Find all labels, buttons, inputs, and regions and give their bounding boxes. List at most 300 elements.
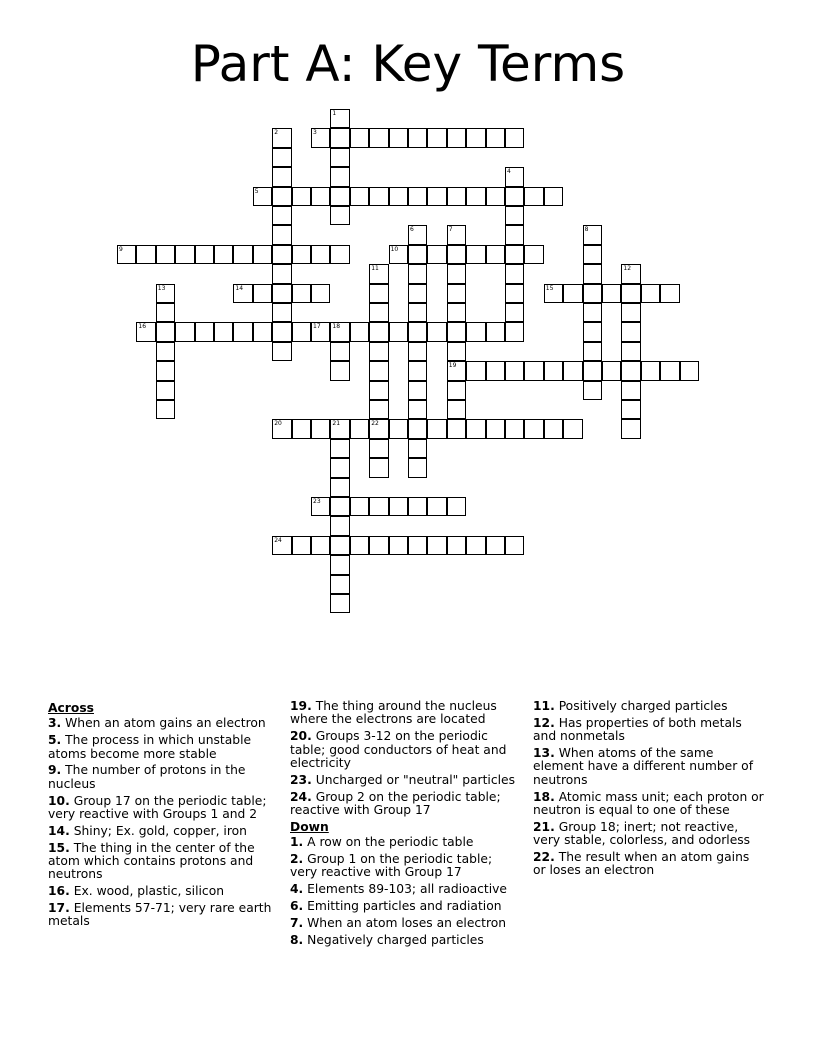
crossword-cell[interactable] — [486, 419, 505, 438]
crossword-cell[interactable] — [389, 497, 408, 516]
crossword-cell[interactable] — [408, 322, 427, 341]
cell-number: 15 — [545, 284, 554, 292]
crossword-cell[interactable] — [505, 187, 524, 206]
crossword-cell[interactable] — [272, 167, 291, 186]
crossword-cell[interactable] — [408, 381, 427, 400]
clue-number: 18. — [533, 789, 555, 804]
crossword-cell[interactable] — [427, 497, 446, 516]
clue-item — [48, 717, 280, 730]
crossword-cell[interactable] — [524, 187, 543, 206]
clue-text: Group 17 on the periodic table; very reactive with Groups 1 and 2 — [48, 793, 267, 822]
crossword-cell[interactable] — [369, 361, 388, 380]
clue-item — [290, 934, 522, 947]
crossword-cell[interactable] — [311, 284, 330, 303]
crossword-cell[interactable] — [447, 342, 466, 361]
crossword-cell[interactable] — [350, 322, 369, 341]
crossword-cell[interactable] — [292, 187, 311, 206]
cell-number: 2 — [274, 129, 279, 137]
crossword-cell[interactable] — [583, 245, 602, 264]
crossword-cell[interactable] — [408, 400, 427, 419]
clue-item — [48, 734, 280, 761]
crossword-cell[interactable] — [330, 128, 349, 147]
crossword-cell[interactable] — [563, 361, 582, 380]
crossword-cell[interactable] — [156, 303, 175, 322]
crossword-cell[interactable] — [369, 264, 388, 283]
cell-number: 6 — [410, 226, 414, 234]
clue-number: 11. — [533, 699, 555, 713]
crossword-cell[interactable] — [408, 497, 427, 516]
crossword-cell[interactable] — [466, 361, 485, 380]
clues-column-1 — [48, 700, 280, 932]
crossword-cell[interactable] — [330, 148, 349, 167]
crossword-cell[interactable] — [311, 497, 330, 516]
crossword-cell[interactable] — [233, 284, 252, 303]
clue-text: When an atom gains an electron — [61, 716, 266, 731]
cell-number: 4 — [507, 168, 511, 176]
crossword-cell[interactable] — [272, 322, 291, 341]
crossword-cell[interactable] — [330, 167, 349, 186]
crossword-cell[interactable] — [486, 361, 505, 380]
crossword-cell[interactable] — [466, 419, 485, 438]
crossword-cell[interactable] — [447, 322, 466, 341]
crossword-cell[interactable] — [544, 361, 563, 380]
crossword-cell[interactable] — [156, 284, 175, 303]
crossword-cell[interactable] — [156, 400, 175, 419]
page-title: Part A: Key Terms — [190, 35, 626, 93]
crossword-cell[interactable] — [408, 264, 427, 283]
crossword-cell[interactable] — [369, 439, 388, 458]
crossword-cell[interactable] — [350, 419, 369, 438]
crossword-cell[interactable] — [447, 381, 466, 400]
crossword-cell[interactable] — [447, 400, 466, 419]
crossword-cell[interactable] — [466, 128, 485, 147]
crossword-cell[interactable] — [447, 303, 466, 322]
crossword-cell[interactable] — [621, 419, 640, 438]
crossword-cell[interactable] — [486, 536, 505, 555]
clue-text: Shiny; Ex. gold, copper, iron — [69, 823, 247, 838]
clue-number: 23. — [290, 772, 312, 787]
crossword-cell[interactable] — [466, 245, 485, 264]
clue-text: The result when an atom gains or loses an electron — [533, 850, 750, 878]
clue-text: Positively charged particles — [554, 699, 728, 713]
crossword-cell[interactable] — [292, 245, 311, 264]
crossword-cell[interactable] — [175, 245, 194, 264]
crossword-cell[interactable] — [330, 458, 349, 477]
cell-number: 19 — [448, 362, 457, 370]
clue-number: 21. — [533, 819, 555, 834]
clue-item — [290, 836, 522, 849]
clue-number: 6. — [290, 899, 304, 914]
crossword-cell[interactable] — [156, 381, 175, 400]
clue-number: 16. — [48, 884, 70, 899]
crossword-cell[interactable] — [505, 284, 524, 303]
crossword-cell[interactable] — [583, 322, 602, 341]
cell-number: 16 — [138, 323, 147, 331]
crossword-cell[interactable] — [292, 322, 311, 341]
crossword-cell[interactable] — [408, 439, 427, 458]
crossword-cell[interactable] — [408, 225, 427, 244]
clue-item — [533, 747, 765, 787]
clue-number: 14. — [48, 823, 70, 838]
crossword-cell[interactable] — [369, 187, 388, 206]
crossword-cell[interactable] — [369, 400, 388, 419]
crossword-cell[interactable] — [583, 342, 602, 361]
crossword-cell[interactable] — [330, 361, 349, 380]
crossword-cell[interactable] — [447, 245, 466, 264]
crossword-cell[interactable] — [447, 284, 466, 303]
clue-item — [533, 791, 765, 818]
clue-item — [48, 825, 280, 838]
crossword-cell[interactable] — [447, 187, 466, 206]
crossword-cell[interactable] — [544, 419, 563, 438]
crossword-cell[interactable] — [272, 419, 291, 438]
crossword-cell[interactable] — [369, 419, 388, 438]
crossword-cell[interactable] — [253, 187, 272, 206]
crossword-cell[interactable] — [389, 536, 408, 555]
crossword-cell[interactable] — [563, 284, 582, 303]
cell-number: 22 — [371, 420, 379, 428]
clue-item — [290, 774, 522, 787]
crossword-cell[interactable] — [408, 419, 427, 438]
down-clue-list-continued — [533, 700, 765, 878]
crossword-cell[interactable] — [330, 497, 349, 516]
crossword-cell[interactable] — [369, 497, 388, 516]
crossword-cell[interactable] — [602, 361, 621, 380]
clue-item — [290, 700, 522, 727]
crossword-cell[interactable] — [311, 419, 330, 438]
clue-item — [533, 851, 765, 878]
clue-text: The thing around the nucleus where the electrons are located — [290, 699, 497, 727]
crossword-cell[interactable] — [369, 381, 388, 400]
clue-text: Elements 57-71; very rare earth metals — [48, 901, 272, 929]
crossword-cell[interactable] — [505, 536, 524, 555]
crossword-cell[interactable] — [253, 322, 272, 341]
crossword-cell[interactable] — [466, 536, 485, 555]
crossword-cell[interactable] — [660, 361, 679, 380]
clue-number: 3. — [48, 716, 62, 731]
clue-number: 20. — [290, 729, 312, 744]
crossword-cell[interactable] — [330, 516, 349, 535]
crossword-cell[interactable] — [621, 303, 640, 322]
crossword-cell[interactable] — [660, 284, 679, 303]
crossword-cell[interactable] — [330, 245, 349, 264]
crossword-cell[interactable] — [350, 536, 369, 555]
clue-text: Groups 3-12 on the periodic table; good conductors of heat and electricity — [290, 729, 507, 771]
clue-text: The thing in the center of the atom which contains protons and neutrons — [48, 840, 255, 882]
crossword-cell[interactable] — [427, 245, 446, 264]
cell-number: 13 — [157, 284, 166, 292]
crossword-cell[interactable] — [272, 245, 291, 264]
crossword-cell[interactable] — [369, 458, 388, 477]
crossword-cell[interactable] — [447, 128, 466, 147]
crossword-cell[interactable] — [350, 187, 369, 206]
crossword-cell[interactable] — [330, 439, 349, 458]
crossword-cell[interactable] — [427, 187, 446, 206]
crossword-cell[interactable] — [447, 225, 466, 244]
crossword-cell[interactable] — [389, 187, 408, 206]
crossword-cell[interactable] — [311, 536, 330, 555]
crossword-cell[interactable] — [369, 128, 388, 147]
cell-number: 7 — [448, 226, 453, 234]
crossword-cell[interactable] — [505, 206, 524, 225]
crossword-cell[interactable] — [389, 245, 408, 264]
clue-item — [290, 730, 522, 770]
clue-text: When atoms of the same element have a different number of neutrons — [533, 746, 754, 787]
crossword-cell[interactable] — [311, 187, 330, 206]
crossword-cell[interactable] — [389, 128, 408, 147]
clue-number: 4. — [290, 882, 304, 897]
cell-number: 8 — [584, 226, 589, 234]
clues-column-2 — [290, 700, 522, 950]
crossword-cell[interactable] — [311, 322, 330, 341]
crossword-cell[interactable] — [641, 361, 660, 380]
crossword-cell[interactable] — [505, 225, 524, 244]
crossword-cell[interactable] — [466, 322, 485, 341]
crossword-cell[interactable] — [563, 419, 582, 438]
crossword-cell[interactable] — [427, 536, 446, 555]
crossword-cell[interactable] — [330, 575, 349, 594]
crossword-cell[interactable] — [486, 322, 505, 341]
crossword-cell[interactable] — [330, 322, 349, 341]
crossword-cell[interactable] — [292, 284, 311, 303]
crossword-cell[interactable] — [136, 322, 155, 341]
clue-text: Group 1 on the periodic table; very reactive with Group 17 — [290, 852, 493, 880]
crossword-cell[interactable] — [330, 206, 349, 225]
crossword-cell[interactable] — [350, 497, 369, 516]
crossword-cell[interactable] — [311, 128, 330, 147]
clue-item — [290, 883, 522, 896]
crossword-cell[interactable] — [447, 536, 466, 555]
crossword-cell[interactable] — [408, 187, 427, 206]
cell-number: 17 — [313, 323, 321, 331]
crossword-cell[interactable] — [621, 342, 640, 361]
crossword-cell[interactable] — [369, 284, 388, 303]
crossword-cell[interactable] — [408, 342, 427, 361]
cell-number: 24 — [274, 536, 282, 544]
clue-item — [48, 795, 280, 822]
crossword-cell[interactable] — [621, 264, 640, 283]
crossword-cell[interactable] — [505, 264, 524, 283]
crossword-cell[interactable] — [330, 478, 349, 497]
clue-item — [48, 764, 280, 791]
clue-number: 2. — [290, 852, 304, 867]
crossword-cell[interactable] — [621, 322, 640, 341]
crossword-cell[interactable] — [583, 225, 602, 244]
crossword-cell[interactable] — [621, 381, 640, 400]
crossword-cell[interactable] — [427, 128, 446, 147]
crossword-cell[interactable] — [505, 419, 524, 438]
clue-number: 22. — [533, 850, 555, 865]
crossword-cell[interactable] — [602, 284, 621, 303]
crossword-cell[interactable] — [389, 322, 408, 341]
crossword-cell[interactable] — [195, 245, 214, 264]
cell-number: 20 — [274, 420, 282, 428]
clue-number: 9. — [48, 763, 62, 778]
crossword-cell[interactable] — [621, 361, 640, 380]
clue-text: The number of protons in the nucleus — [48, 763, 246, 791]
crossword-cell[interactable] — [292, 419, 311, 438]
cell-number: 21 — [332, 420, 341, 428]
crossword-cell[interactable] — [621, 284, 640, 303]
cell-number: 3 — [313, 129, 317, 137]
clue-number: 1. — [290, 835, 304, 850]
crossword-cell[interactable] — [505, 361, 524, 380]
crossword-cell[interactable] — [214, 322, 233, 341]
crossword-cell[interactable] — [156, 245, 175, 264]
crossword-cell[interactable] — [233, 245, 252, 264]
crossword-cell[interactable] — [524, 419, 543, 438]
crossword-cell[interactable] — [505, 245, 524, 264]
crossword-cell[interactable] — [583, 264, 602, 283]
crossword-cell[interactable] — [447, 419, 466, 438]
clue-text: When an atom loses an electron — [303, 915, 507, 930]
clue-number: 19. — [290, 699, 312, 713]
crossword-cell[interactable] — [253, 245, 272, 264]
crossword-cell[interactable] — [272, 303, 291, 322]
crossword-cell[interactable] — [408, 458, 427, 477]
crossword-cell[interactable] — [408, 361, 427, 380]
clue-item — [290, 917, 522, 930]
clue-number: 12. — [533, 715, 555, 730]
crossword-cell[interactable] — [505, 128, 524, 147]
clue-item — [290, 791, 522, 818]
crossword-cell[interactable] — [486, 245, 505, 264]
crossword-cell[interactable] — [408, 245, 427, 264]
crossword-cell[interactable] — [505, 303, 524, 322]
crossword-cell[interactable] — [136, 245, 155, 264]
clue-item — [533, 717, 765, 744]
crossword-cell[interactable] — [369, 322, 388, 341]
clue-item — [48, 842, 280, 882]
crossword-cell[interactable] — [330, 342, 349, 361]
across-clue-list-continued — [290, 700, 522, 817]
crossword-cell[interactable] — [544, 187, 563, 206]
clue-number: 10. — [48, 793, 70, 808]
crossword-cell[interactable] — [369, 303, 388, 322]
crossword-cell[interactable] — [156, 342, 175, 361]
clue-number: 17. — [48, 901, 70, 916]
crossword-cell[interactable] — [408, 536, 427, 555]
crossword-cell[interactable] — [330, 594, 349, 613]
clues-column-3 — [533, 700, 765, 881]
crossword-cell[interactable] — [544, 284, 563, 303]
cell-number: 23 — [313, 498, 321, 505]
crossword-cell[interactable] — [486, 128, 505, 147]
crossword-cell[interactable] — [311, 245, 330, 264]
crossword-cell[interactable] — [427, 322, 446, 341]
crossword-cell[interactable] — [427, 419, 446, 438]
crossword-cell[interactable] — [292, 536, 311, 555]
crossword-cell[interactable] — [195, 322, 214, 341]
crossword-cell[interactable] — [583, 361, 602, 380]
clue-text: Uncharged or "neutral" particles — [311, 772, 515, 787]
cell-number: 5 — [254, 187, 259, 195]
crossword-cell[interactable] — [272, 536, 291, 555]
crossword-cell[interactable] — [156, 322, 175, 341]
clue-text: Elements 89-103; all radioactive — [303, 882, 507, 897]
crossword-cell[interactable] — [408, 128, 427, 147]
clue-text: Group 18; inert; not reactive, very stable, colorless, and odorless — [533, 819, 751, 848]
clue-number: 7. — [290, 915, 304, 930]
crossword-cell[interactable] — [621, 400, 640, 419]
crossword-cell[interactable] — [466, 187, 485, 206]
crossword-cell[interactable] — [175, 322, 194, 341]
cell-number: 1 — [332, 110, 337, 117]
crossword-cell[interactable] — [447, 497, 466, 516]
crossword-cell[interactable] — [505, 322, 524, 341]
crossword-cell[interactable] — [330, 187, 349, 206]
clue-number: 15. — [48, 840, 70, 855]
crossword-cell[interactable] — [641, 284, 660, 303]
crossword-cell[interactable] — [117, 245, 136, 264]
crossword-cell[interactable] — [583, 381, 602, 400]
crossword-cell[interactable] — [583, 284, 602, 303]
crossword-cell[interactable] — [408, 303, 427, 322]
crossword-cell[interactable] — [272, 206, 291, 225]
clue-item — [48, 885, 280, 898]
crossword-cell[interactable] — [272, 148, 291, 167]
crossword-cell[interactable] — [330, 555, 349, 574]
crossword-cell[interactable] — [272, 342, 291, 361]
crossword-cell[interactable] — [330, 419, 349, 438]
clue-number: 8. — [290, 932, 304, 947]
clue-text: A row on the periodic table — [303, 835, 474, 850]
crossword-cell[interactable] — [389, 419, 408, 438]
crossword-cell[interactable] — [350, 128, 369, 147]
crossword-cell[interactable] — [408, 284, 427, 303]
clue-number: 13. — [533, 746, 555, 760]
crossword-cell[interactable] — [524, 245, 543, 264]
crossword-cell[interactable] — [505, 167, 524, 186]
clue-item — [533, 700, 765, 713]
clue-text: Ex. wood, plastic, silicon — [69, 884, 225, 899]
clue-item — [533, 821, 765, 848]
clue-text: The process in which unstable atoms become more stable — [48, 733, 252, 761]
crossword-cell[interactable] — [369, 536, 388, 555]
clue-item — [290, 900, 522, 913]
crossword-cell[interactable] — [214, 245, 233, 264]
crossword-cell[interactable] — [272, 264, 291, 283]
cell-number: 10 — [390, 245, 399, 253]
across-heading: Across — [48, 701, 94, 715]
clue-item — [290, 853, 522, 880]
crossword-cell[interactable] — [272, 225, 291, 244]
clue-text: Atomic mass unit; each proton or neutron is equal to one of these — [533, 789, 764, 818]
crossword-cell[interactable] — [272, 284, 291, 303]
crossword-cell[interactable] — [253, 284, 272, 303]
across-clue-list — [48, 717, 280, 928]
cell-number: 14 — [235, 284, 244, 292]
crossword-cell[interactable] — [486, 187, 505, 206]
crossword-cell[interactable] — [156, 361, 175, 380]
crossword-cell[interactable] — [524, 361, 543, 380]
crossword-cell[interactable] — [583, 303, 602, 322]
crossword-cell[interactable] — [272, 187, 291, 206]
crossword-cell[interactable] — [680, 361, 699, 380]
crossword-cell[interactable] — [447, 264, 466, 283]
clue-number: 24. — [290, 789, 312, 804]
cell-number: 11 — [371, 265, 379, 273]
clue-item — [48, 902, 280, 929]
crossword-cell[interactable] — [330, 109, 349, 128]
crossword-cell[interactable] — [233, 322, 252, 341]
clue-text: Emitting particles and radiation — [303, 899, 502, 914]
clue-text: Group 2 on the periodic table; reactive with Group 17 — [290, 789, 501, 818]
crossword-cell[interactable] — [330, 536, 349, 555]
crossword-cell[interactable] — [369, 342, 388, 361]
crossword-cell[interactable] — [272, 128, 291, 147]
crossword-cell[interactable] — [447, 361, 466, 380]
